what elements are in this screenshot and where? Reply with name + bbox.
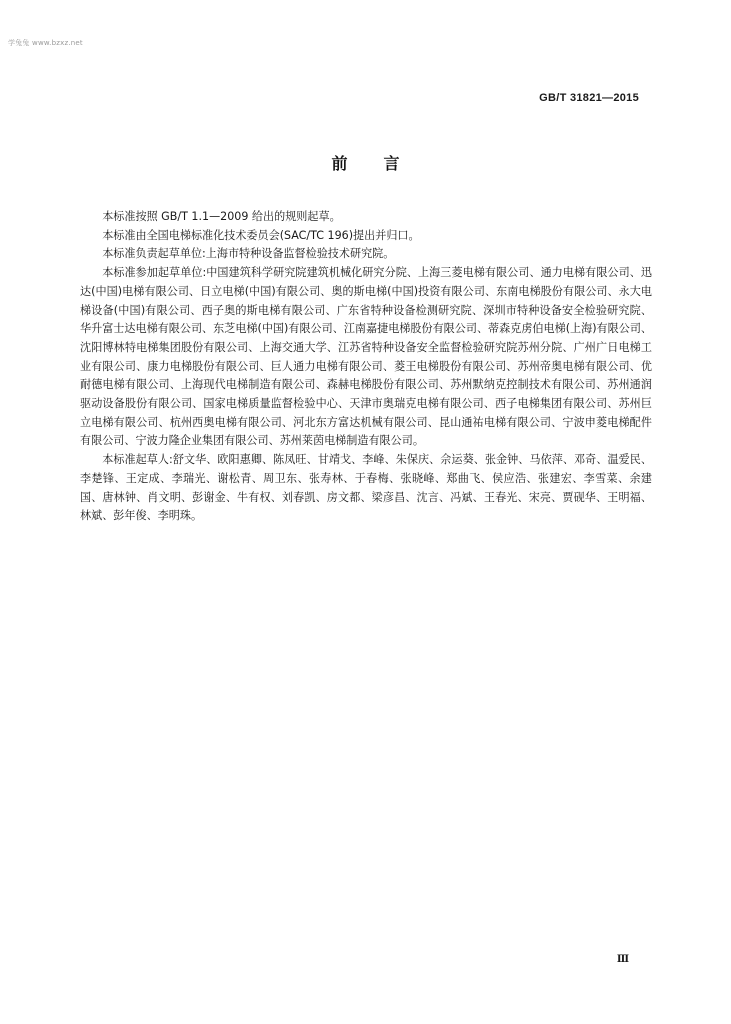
page-title: 前言 xyxy=(331,154,436,173)
paragraph-drafting-rules: 本标准按照 GB/T 1.1—2009 给出的规则起草。 xyxy=(102,210,341,223)
standard-code-header: GB/T 31821—2015 xyxy=(539,92,639,104)
paragraph-proposer: 本标准由全国电梯标准化技术委员会(SAC/TC 196)提出并归口。 xyxy=(102,228,420,242)
foreword-body xyxy=(80,208,652,526)
paragraph-responsible-unit: 本标准负责起草单位:上海市特种设备监督检验技术研究院。 xyxy=(102,247,395,261)
paragraph-drafters: 本标准起草人:舒文华、欧阳惠卿、陈凤旺、甘靖戈、李峰、朱保庆、佘运葵、张金钟、马依萍、邓奇、温爱民、李楚锋、王定成、李瑞光、谢松青、周卫东、张寿林、于春梅、张晓峰、郑曲飞、侯应浩、张建宏、李雪菜、余建国、唐林钟、肖文明、彭谢金、牛有权、刘春凯、房文都、梁彦昌、沈言、冯斌、王春光、宋亮、贾砚华、王明福、林斌、彭年俊、李明珠。 xyxy=(80,453,652,523)
page-number: Ⅲ xyxy=(616,954,629,965)
watermark-text: 学兔兔 www.bzxz.net xyxy=(8,39,83,47)
paragraph-participating-units: 本标准参加起草单位:中国建筑科学研究院建筑机械化研究分院、上海三菱电梯有限公司、通力电梯有限公司、迅达(中国)电梯有限公司、日立电梯(中国)有限公司、奥的斯电梯(中国)投资有限公司、东南电梯股份有限公司、永大电梯设备(中国)有限公司、西子奥的斯电梯有限公司、广东省特种设备检测研究院、深圳市特种设备安全检验研究院、华升富士达电梯有限公司、东芝电梯(中国)有限公司、江南嘉捷电梯股份有限公司、蒂森克虏伯电梯(上海)有限公司、沈阳博林特电梯集团股份有限公司、上海交通大学、江苏省特种设备安全监督检验研究院苏州分院、广州广日电梯工业有限公司、康力电梯股份有限公司、巨人通力电梯有限公司、菱王电梯股份有限公司、苏州帝奥电梯有限公司、优耐德电梯有限公司、上海现代电梯制造有限公司、森赫电梯股份有限公司、苏州默纳克控制技术有限公司、苏州通润驱动设备股份有限公司、国家电梯质量监督检验中心、天津市奥瑞克电梯有限公司、西子电梯集团有限公司、苏州巨立电梯有限公司、杭州西奥电梯有限公司、河北东方富达机械有限公司、昆山通祐电梯有限公司、宁波申菱电梯配件有限公司、宁波力隆企业集团有限公司、苏州莱茵电梯制造有限公司。 xyxy=(80,266,653,448)
